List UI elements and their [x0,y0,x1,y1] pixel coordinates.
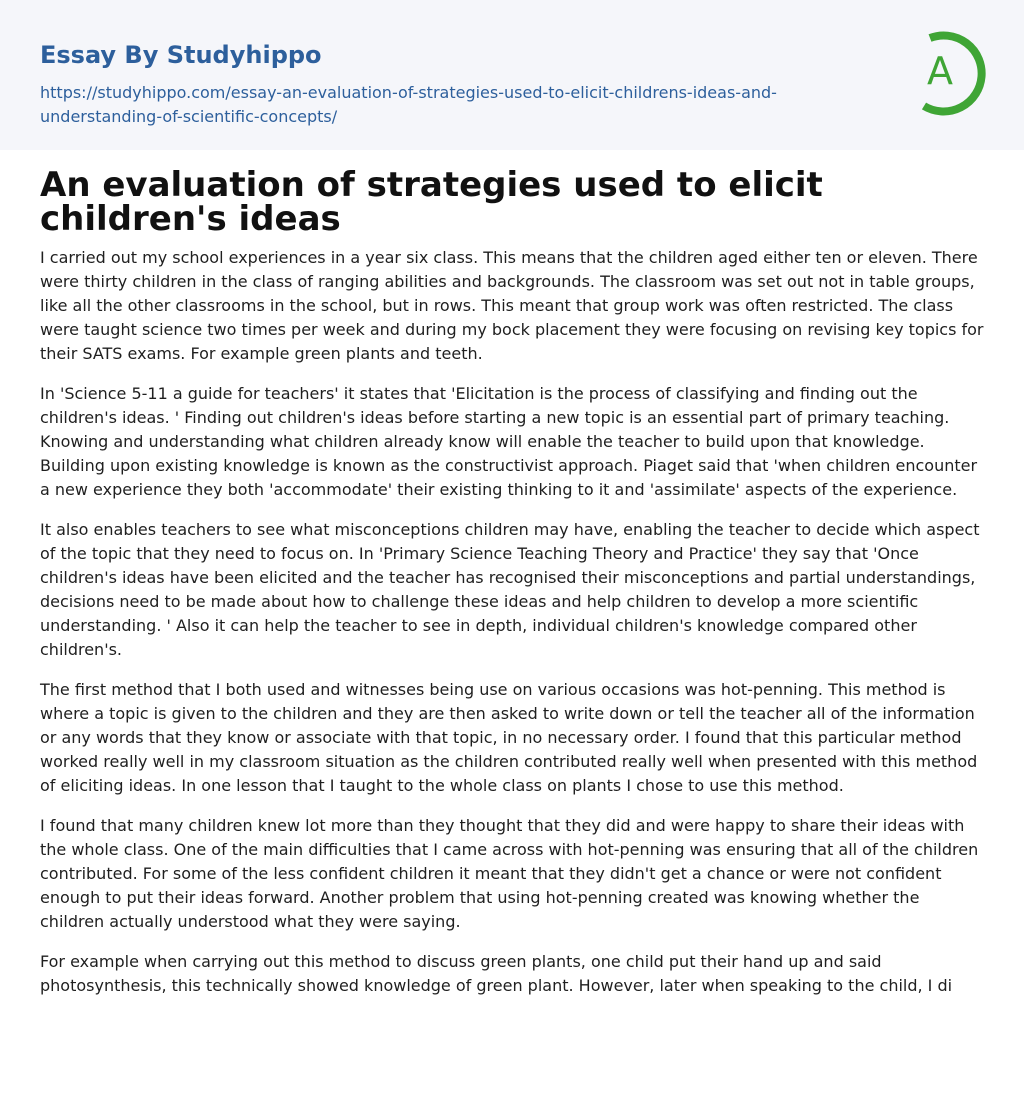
article-paragraph-6: For example when carrying out this method to discuss green plants, one child put their hand up and said photosynthesis, this technically showed knowledge of green plant. However, later when speaking to the child, I di [40,952,953,995]
article-paragraph-4: The first method that I both used and witnesses being use on various occasions was hot-penning. This method is where a topic is given to the children and they are then asked to write down or tell the teacher all of the information or any words that they know or associate with that topic, in no necessary order. I found that this particular method worked really well in my classroom situation as the children contributed really well when presented with this method of eliciting ideas. In one lesson that I taught to the whole class on plants I chose to use this method. [40,680,978,795]
article-title: An evaluation of strategies used to elicit children's ideas [40,165,823,239]
article-paragraph-1: I carried out my school experiences in a year six class. This means that the children aged either ten or eleven. There were thirty children in the class of ranging abilities and backgrounds. The classroom was set out not in table groups, like all the other classrooms in the school, but in rows. This meant that group work was often restricted. The class were taught science two times per week and during my bock placement they were focusing on revising key topics for their SATS exams. For example green plants and teeth. [40,248,984,363]
studyhippo-logo-icon[interactable] [908,28,988,116]
article [40,165,986,998]
logo-letter: A [927,49,953,93]
brand-title[interactable]: Essay By Studyhippo [40,41,322,69]
article-paragraph-2: In 'Science 5-11 a guide for teachers' it states that 'Elicitation is the process of classifying and finding out the children's ideas. ' Finding out children's ideas before starting a new topic is an essential part of primary teaching. Knowing and understanding what children already know will enable the teacher to build upon that knowledge. Building upon existing knowledge is known as the constructivist approach. Piaget said that 'when children encounter a new experience they both 'accommodate' their existing thinking to it and 'assimilate' aspects of the experience. [40,384,978,499]
site-header [0,0,1024,150]
article-paragraph-5: I found that many children knew lot more than they thought that they did and were happy to share their ideas with the whole class. One of the main difficulties that I came across with hot-penning was ensuring that all of the children contributed. For some of the less confident children it meant that they didn't get a chance or were not confident enough to put their ideas forward. Another problem that using hot-penning created was knowing whether the children actually understood what they were saying. [40,816,979,931]
source-url-link[interactable]: https://studyhippo.com/essay-an-evaluation-of-strategies-used-to-elicit-childrens-ideas-and-understanding-of-scientific-concepts/ [40,83,777,126]
article-paragraph-3: It also enables teachers to see what misconceptions children may have, enabling the teacher to decide which aspect of the topic that they need to focus on. In 'Primary Science Teaching Theory and Practice' they say that 'Once children's ideas have been elicited and the teacher has recognised their misconceptions and partial understandings, decisions need to be made about how to challenge these ideas and help children to develop a more scientific understanding. ' Also it can help the teacher to see in depth, individual children's knowledge compared other children's. [40,520,980,659]
